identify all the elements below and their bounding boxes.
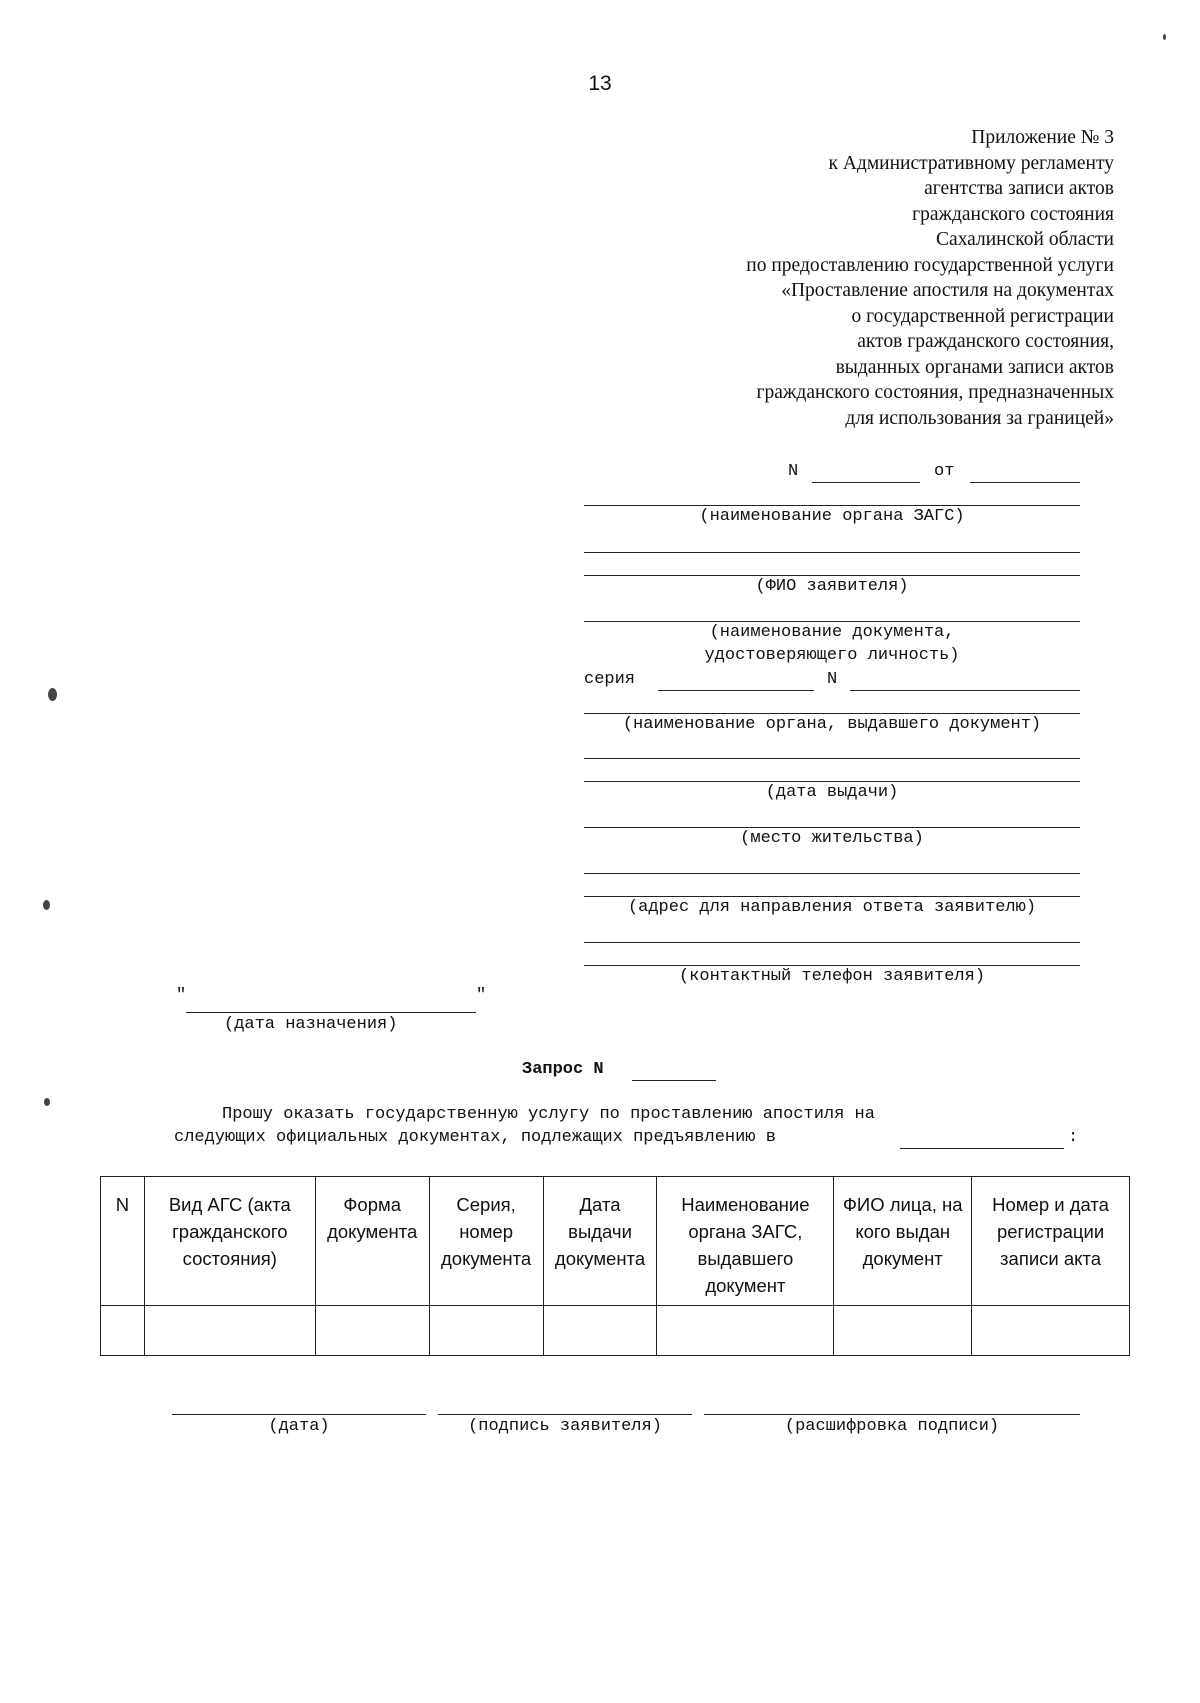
phone-field[interactable]	[584, 965, 1080, 966]
column-header-form: Форма документа	[315, 1177, 429, 1306]
table-cell[interactable]	[657, 1306, 834, 1356]
from-label: от	[934, 462, 955, 481]
appendix-line: гражданского состояния, предназначенных	[756, 382, 1114, 403]
scan-speck	[1163, 34, 1166, 40]
issuer-caption: (наименование органа, выдавшего документ)	[622, 715, 1042, 734]
applicant-signature-field[interactable]	[438, 1414, 692, 1415]
appointment-date-caption: (дата назначения)	[224, 1015, 398, 1034]
table-cell[interactable]	[144, 1306, 315, 1356]
column-header-person: ФИО лица, на кого выдан документ	[834, 1177, 972, 1306]
appendix-line: агентства записи актов	[924, 178, 1114, 199]
scan-speck	[44, 1098, 50, 1106]
number-field[interactable]	[812, 482, 920, 483]
page-number: 13	[588, 72, 612, 95]
table-cell[interactable]	[101, 1306, 145, 1356]
date-signature-field[interactable]	[172, 1414, 426, 1415]
request-title: Запрос N	[522, 1060, 604, 1079]
table-cell[interactable]	[315, 1306, 429, 1356]
applicant-name-field-1[interactable]	[584, 552, 1080, 553]
table-cell[interactable]	[834, 1306, 972, 1356]
table-cell[interactable]	[543, 1306, 657, 1356]
request-text-line-1: Прошу оказать государственную услугу по проставлению апостиля на	[222, 1105, 875, 1124]
series-label: серия	[584, 670, 636, 689]
residence-field-2[interactable]	[584, 873, 1080, 874]
appendix-line: по предоставлению государственной услуги	[746, 254, 1114, 276]
id-document-caption-1: (наименование документа,	[709, 623, 955, 642]
reply-address-field-1[interactable]	[584, 896, 1080, 897]
table-cell[interactable]	[972, 1306, 1130, 1356]
series-number-label: N	[827, 670, 838, 689]
appendix-line: Сахалинской области	[936, 229, 1114, 250]
phone-caption: (контактный телефон заявителя)	[678, 967, 986, 986]
open-quote: "	[176, 986, 187, 1005]
appendix-line: выданных органами записи актов	[835, 356, 1114, 378]
request-text-line-2: следующих официальных документах, подлежащих предъявлению в	[174, 1128, 776, 1147]
series-number-field[interactable]	[850, 690, 1080, 691]
appendix-line: гражданского состояния	[912, 203, 1114, 225]
scan-speck	[48, 688, 57, 701]
id-document-caption-2: удостоверяющего личность)	[704, 646, 960, 665]
request-colon: :	[1068, 1128, 1079, 1147]
appointment-date-field[interactable]	[186, 1012, 476, 1013]
scan-speck	[43, 900, 50, 910]
zags-name-caption: (наименование органа ЗАГС)	[699, 507, 965, 526]
signature-decryption-field[interactable]	[704, 1414, 1080, 1415]
column-header-number: N	[101, 1177, 145, 1306]
decryption-caption: (расшифровка подписи)	[784, 1417, 1000, 1436]
signature-caption: (подпись заявителя)	[468, 1417, 662, 1436]
number-label: N	[788, 462, 799, 481]
appendix-line: о государственной регистрации	[851, 305, 1114, 327]
destination-country-field[interactable]	[900, 1148, 1064, 1149]
table-row	[101, 1306, 1130, 1356]
column-header-zags: Наименование органа ЗАГС, выдавшего документ	[657, 1177, 834, 1306]
column-header-registration: Номер и дата регистрации записи акта	[972, 1177, 1130, 1306]
residence-caption: (место жительства)	[740, 829, 924, 848]
from-date-field[interactable]	[970, 482, 1080, 483]
issuer-field-2[interactable]	[584, 758, 1080, 759]
applicant-name-field-2[interactable]	[584, 575, 1080, 576]
issue-date-field[interactable]	[584, 781, 1080, 782]
column-header-series-number: Серия, номер документа	[429, 1177, 543, 1306]
appendix-line: Приложение № 3	[971, 127, 1114, 148]
reply-address-caption: (адрес для направления ответа заявителю)	[627, 898, 1037, 917]
appendix-line: актов гражданского состояния,	[857, 331, 1114, 352]
documents-table	[100, 1176, 1130, 1356]
series-field[interactable]	[658, 690, 814, 691]
issue-date-caption: (дата выдачи)	[765, 783, 899, 802]
close-quote: "	[476, 986, 487, 1005]
request-number-field[interactable]	[632, 1080, 716, 1081]
id-document-field[interactable]	[584, 621, 1080, 622]
column-header-issue-date: Дата выдачи документа	[543, 1177, 657, 1306]
column-header-act-type: Вид АГС (акта гражданского состояния)	[144, 1177, 315, 1306]
date-caption: (дата)	[268, 1417, 330, 1436]
zags-name-field[interactable]	[584, 505, 1080, 506]
appendix-line: для использования за границей»	[845, 407, 1114, 429]
residence-field-1[interactable]	[584, 827, 1080, 828]
applicant-name-caption: (ФИО заявителя)	[755, 577, 909, 596]
appendix-line: «Проставление апостиля на документах	[781, 280, 1114, 301]
appendix-header	[746, 125, 1114, 431]
reply-address-field-2[interactable]	[584, 942, 1080, 943]
table-cell[interactable]	[429, 1306, 543, 1356]
issuer-field-1[interactable]	[584, 713, 1080, 714]
appendix-line: к Административному регламенту	[828, 152, 1114, 174]
table-header-row	[101, 1177, 1130, 1306]
